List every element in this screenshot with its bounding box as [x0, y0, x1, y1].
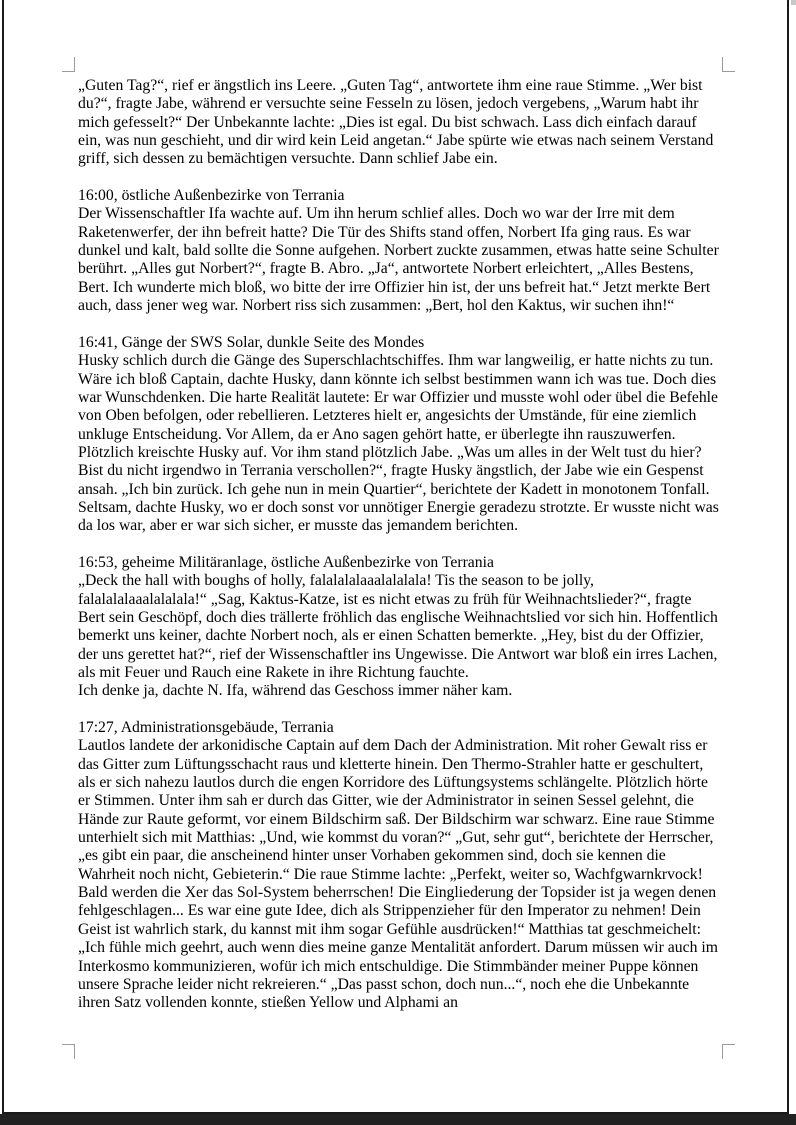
- section-header[interactable]: 16:00, östliche Außenbezirke von Terrania: [78, 187, 345, 205]
- section-3: [78, 554, 720, 701]
- paragraph[interactable]: Der Wissenschaftler Ifa wachte auf. Um ihn herum schlief alles. Doch wo war der Irre mit dem Raketenwerfer, der ihn befreit hatte? Die Tür des Shifts stand offen, Norbert Ifa ging raus. Es war dunkel und kalt, bald sollte die Sonne aufgehen. Norbert zuckte zusammen, etwas hatte seine Schulter berührt. „Alles gut Norbert?“, fragte B. Abro. „Ja“, antwortete Norbert erleichtert, „Alles Bestens, Bert. Ich wunderte mich bloß, wo bitte der irre Offizier hin ist, der uns befreit hat.“ Jetzt merkte Bert auch, dass jener weg war. Norbert riss sich zusammen: „Bert, hol den Kaktus, wir suchen ihn!“: [78, 205, 719, 315]
- text-boundary-corner-bottom-left: [62, 1044, 75, 1059]
- section-header[interactable]: 16:53, geheime Militäranlage, östliche Außenbezirke von Terrania: [78, 553, 494, 571]
- section-0: [78, 77, 720, 169]
- text-boundary-corner-top-left: [62, 57, 75, 72]
- document-text-area[interactable]: [78, 77, 720, 1013]
- paragraph[interactable]: Lautlos landete der arkonidische Captain auf dem Dach der Administration. Mit roher Gewalt riss er das Gitter zum Lüftungsschacht raus und kletterte hinein. Den Thermo-Strahler hatte er geschultert, als er sich nahezu lautlos durch die engen Korridore des Lüftungsystems schlängelte. Plötzlich hörte er Stimmen. Unter ihm sah er durch das Gitter, wie der Administrator in seinen Sessel gelehnt, die Hände zur Raute geformt, vor einem Bildschirm saß. Der Bildschirm war schwarz. Eine raue Stimme unterhielt sich mit Matthias: „Und, wie kommst du voran?“ „Gut, sehr gut“, berichtete der Herrscher, „es gibt ein paar, die anscheinend hinter unser Vorhaben gekommen sind, doch sie kennen die Wahrheit noch nicht, Gebieterin.“ Die raue Stimme lachte: „Perfekt, weiter so, Wachfgwarnkrvock! Bald werden die Xer das Sol-System beherrschen! Die Eingliederung der Topsider ist ja wegen denen fehlgeschlagen... Es war eine gute Idee, dich als Strippenzieher für den Imperator zu nehmen! Dein Geist ist wahrlich stark, du kannst mit ihm sogar Gefühle ausdrücken!“ Matthias tat geschmeichelt: „Ich fühle mich geehrt, auch wenn dies meine ganze Mentalität anfordert. Darum müssen wir auch im Interkosmo kommunizieren, wofür ich mich entschuldige. Die Stimmbänder meiner Puppe können unsere Sprache leider nicht rekreieren.“ „Das passt schon, doch nun...“, noch ehe die Unbekannte ihren Satz vollenden konnte, stießen Yellow und Alphami an: [78, 737, 718, 1012]
- section-2: [78, 334, 720, 536]
- scrollbar-fragment: [791, 0, 796, 5]
- paragraph[interactable]: „Deck the hall with boughs of holly, falalalalaaalalalala! Tis the season to be jolly, falalalalaaalalalala!“ „Sag, Kaktus-Katze, ist es nicht etwas zu früh für Weihnachtslieder?“, fragte Bert sein Geschöpf, doch dies trällerte fröhlich das englische Weihnachtslied vor sich hin. Hoffentlich bemerkt uns keiner, dachte Norbert noch, als er einen Schatten bemerkte. „Hey, bist du der Offizier, der uns gerettet hat?“, rief der Wissenschaftler ins Ungewisse. Die Antwort war bloß ein irres Lachen, als mit Feuer und Rauch eine Rakete in ihre Richtung fauchte.: [78, 572, 718, 681]
- paragraph[interactable]: „Guten Tag?“, rief er ängstlich ins Leere. „Guten Tag“, antwortete ihm eine raue Stimme. „Wer bist du?“, fragte Jabe, während er versuchte seine Fesseln zu lösen, jedoch vergebens, „Warum habt ihr mich gefesselt?“ Der Unbekannte lachte: „Dies ist egal. Du bist schwach. Lass dich einfach darauf ein, was nun geschieht, und dir wird kein Leid angetan.“ Jabe spürte wie etwas nach seinem Verstand griff, sich dessen zu bemächtigen versuchte. Dann schlief Jabe ein.: [78, 77, 714, 168]
- text-boundary-corner-bottom-right: [722, 1044, 735, 1059]
- app-background-strip: [0, 1114, 796, 1125]
- section-header[interactable]: 17:27, Administrationsgebäude, Terrania: [78, 719, 334, 737]
- paragraph[interactable]: Ich denke ja, dachte N. Ifa, während das Geschoss immer näher kam.: [78, 682, 513, 700]
- section-4: [78, 719, 720, 1013]
- text-boundary-corner-top-right: [722, 57, 735, 72]
- section-1: [78, 187, 720, 315]
- paragraph[interactable]: Husky schlich durch die Gänge des Superschlachtschiffes. Ihm war langweilig, er hatte nichts zu tun. Wäre ich bloß Captain, dachte Husky, dann könnte ich selbst bestimmen wann ich was tue. Doch dies war Wunschdenken. Die harte Realität lautete: Er war Offizier und musste wohl oder übel die Befehle von Oben befolgen, oder rebellieren. Letzteres hielt er, angesichts der Umstände, für eine ziemlich unkluge Entscheidung. Vor Allem, da er Ano sagen gehört hatte, er überlegte ihn rauszuwerfen. Plötzlich kreischte Husky auf. Vor ihm stand plötzlich Jabe. „Was um alles in der Welt tust du hier? Bist du nicht irgendwo in Terrania verschollen?“, fragte Husky ängstlich, der Jabe wie ein Gespenst ansah. „Ich bin zurück. Ich gehe nun in mein Quartier“, berichtete der Kadett in monotonem Tonfall. Seltsam, dachte Husky, wo er doch sonst vor unnötiger Energie geradezu strotzte. Er wusste nicht was da los war, aber er war sich sicher, er musste das jemandem berichten.: [78, 352, 719, 535]
- section-header[interactable]: 16:41, Gänge der SWS Solar, dunkle Seite des Mondes: [78, 333, 425, 351]
